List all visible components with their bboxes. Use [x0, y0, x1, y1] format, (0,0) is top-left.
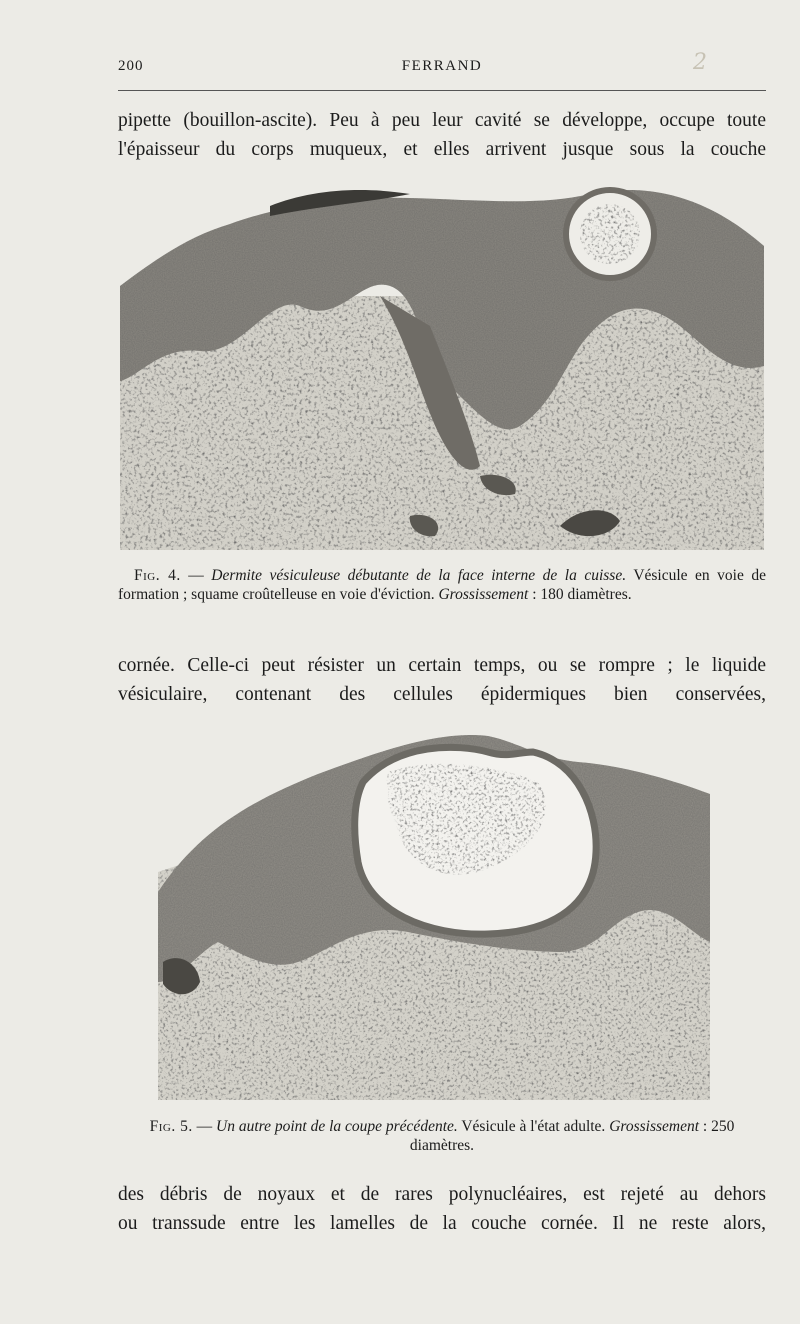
paragraph-1	[118, 106, 766, 164]
figure-4-micrograph	[120, 176, 764, 550]
running-head	[118, 50, 766, 80]
magnification-label: Grossissement	[609, 1118, 700, 1135]
histology-section-image	[158, 722, 710, 1100]
caption-text: Vésicule en voie de formation ; squame croûtelleuse en voie d'éviction.	[118, 567, 766, 603]
text-line: des débris de noyaux et de rares polynucléaires, est rejeté au dehors	[118, 1184, 766, 1205]
figure-5-micrograph	[158, 722, 710, 1100]
figure-label: Fig. 5.	[149, 1118, 193, 1135]
paragraph-3	[118, 1180, 766, 1238]
running-title: FERRAND	[401, 58, 483, 74]
text-line: l'épaisseur du corps muqueux, et elles arrivent jusque sous la couche	[118, 139, 766, 160]
magnification-label: Grossissement	[438, 586, 529, 603]
paragraph-2	[118, 651, 766, 709]
histology-section-image	[120, 176, 764, 550]
figure-label: Fig. 4.	[134, 567, 181, 584]
caption-text: Vésicule à l'état adulte.	[457, 1118, 610, 1135]
text-line: cornée. Celle-ci peut résister un certain temps, ou se rompre ; le liquide	[118, 655, 766, 676]
text-line: pipette (bouillon-ascite). Peu à peu leur cavité se développe, occupe toute	[118, 110, 766, 131]
caption-dash: —	[180, 567, 212, 584]
margin-pencil-mark: 2	[693, 50, 708, 75]
figure-5-caption	[118, 1117, 766, 1155]
header-rule	[118, 90, 766, 91]
magnification-value: : 180 diamètres.	[528, 586, 632, 603]
figure-title: Dermite vésiculeuse débutante de la face interne de la cuisse.	[211, 567, 627, 584]
text-line: ou transsude entre les lamelles de la couche cornée. Il ne reste alors,	[118, 1213, 766, 1234]
caption-dash: —	[192, 1118, 216, 1135]
figure-title: Un autre point de la coupe précédente.	[216, 1118, 458, 1135]
magnification-value: : 250 diamètres.	[409, 1118, 735, 1154]
page-number: 200	[118, 58, 144, 74]
figure-4-caption	[118, 566, 766, 604]
text-line: vésiculaire, contenant des cellules épidermiques bien conservées,	[118, 684, 766, 705]
